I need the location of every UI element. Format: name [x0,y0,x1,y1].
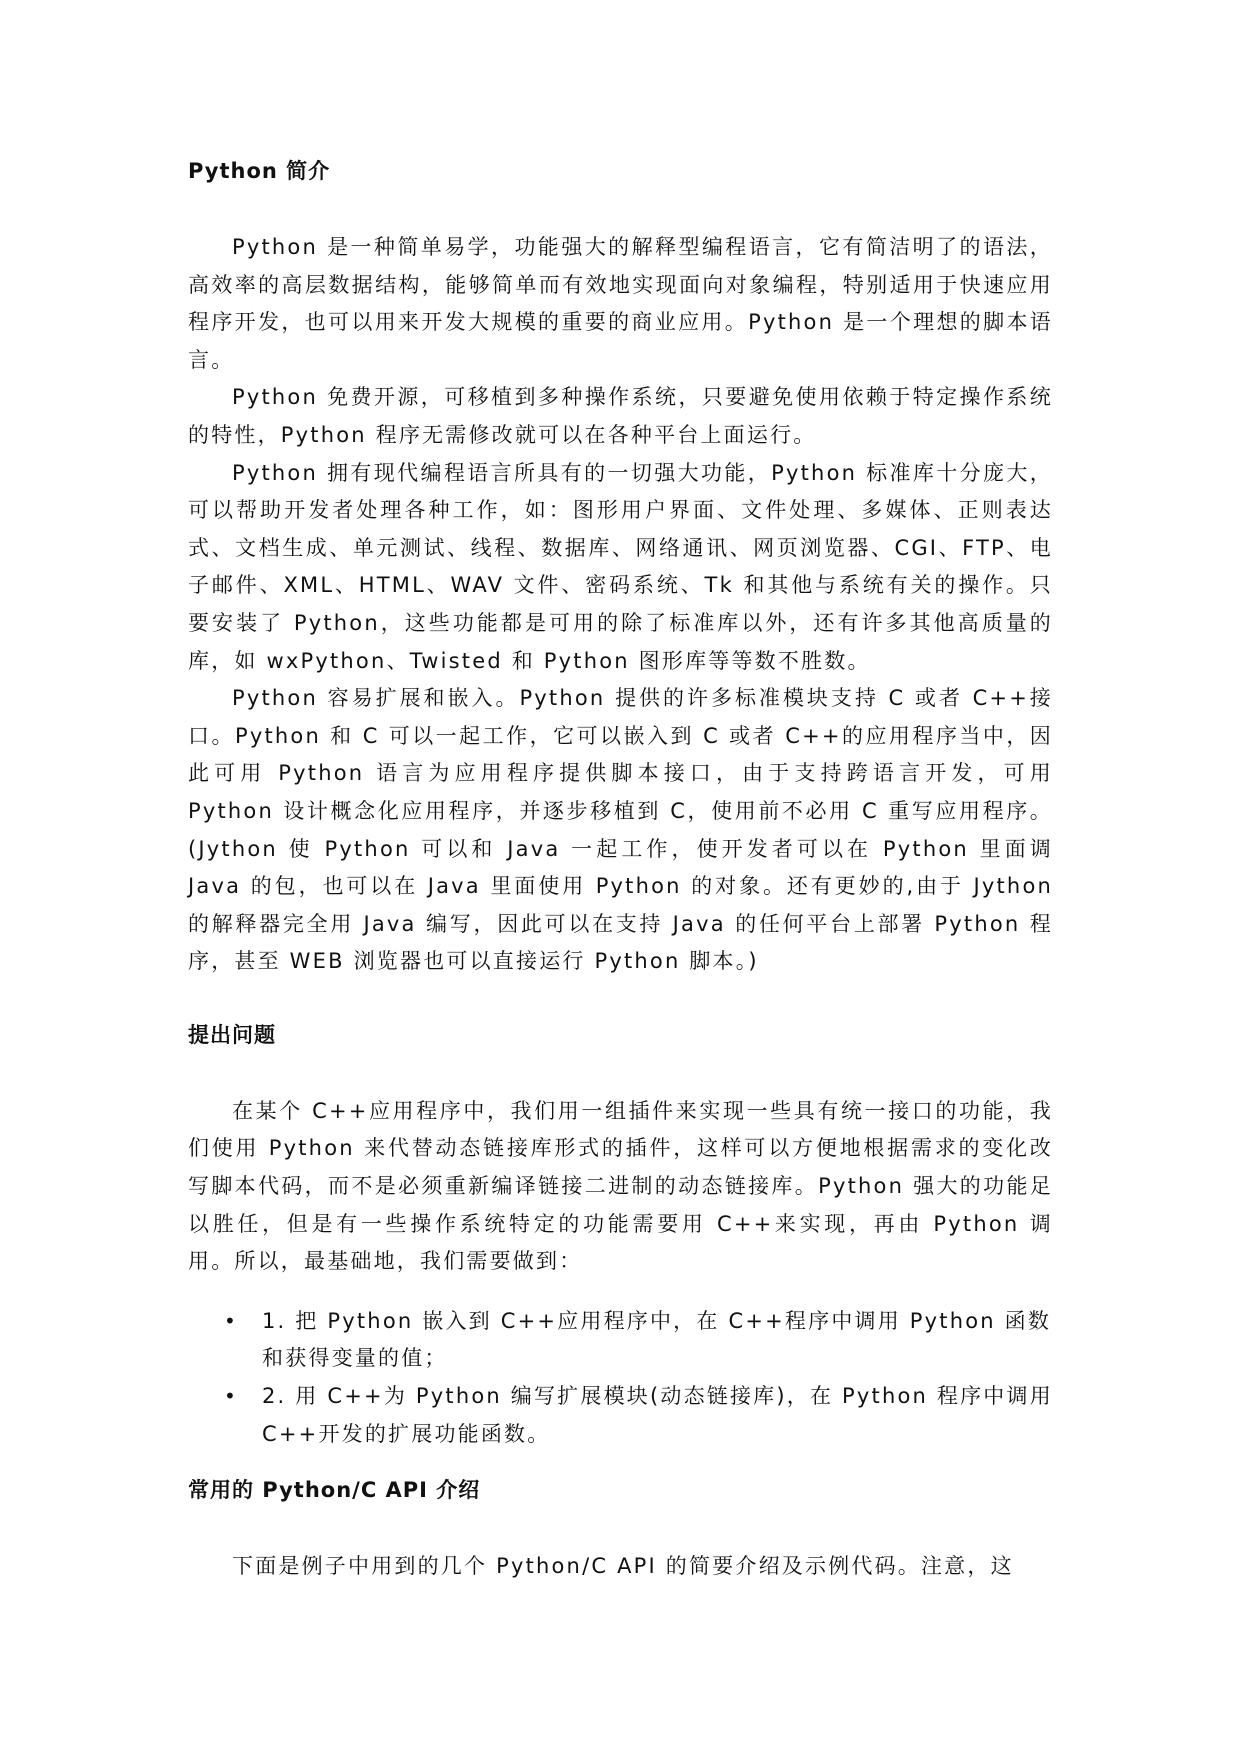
bullet-icon: • [224,1308,238,1333]
section-heading-problem: 提出问题 [188,1022,276,1047]
paragraph: 在某个 C++应用程序中，我们用一组插件来实现一些具有统一接口的功能，我们使用 Python 来代替动态链接库形式的插件，这样可以方便地根据需求的变化改写脚本代码，而不是必须重新编译链接二进制的动态链接库。Python 强大的功能足以胜任，但是有一些操作系统特定的功能需要用 C++来实现，再由 Python 调用。所以，最基础地，我们需要做到： [188,1098,1053,1274]
list-item [188,1378,1053,1453]
paragraph: Python 拥有现代编程语言所具有的一切强大功能，Python 标准库十分庞大，可以帮助开发者处理各种工作，如：图形用户界面、文件处理、多媒体、正则表达式、文档生成、单元测试、线程、数据库、网络通讯、网页浏览器、CGI、FTP、电子邮件、XML、HTML、WAV 文件、密码系统、Tk 和其他与系统有关的操作。只要安装了 Python，这些功能都是可用的除了标准库以外，还有许多其他高质量的库，如 wxPython、Twisted 和 Python 图形库等等数不胜数。 [188,460,1053,673]
section-heading-python-intro: Python 简介 [188,159,331,183]
document-page [188,156,1053,1586]
paragraph: Python 容易扩展和嵌入。Python 提供的许多标准模块支持 C 或者 C++接口。Python 和 C 可以一起工作，它可以嵌入到 C 或者 C++的应用程序当中，因此可用 Python 语言为应用程序提供脚本接口，由于支持跨语言开发，可用 Python 设计概念化应用程序，并逐步移植到 C，使用前不必用 C 重写应用程序。(Jython 使 Python 可以和 Java 一起工作，使开发者可以在 Python 里面调 Java 的包，也可以在 Java 里面使用 Python 的对象。还有更妙的,由于 Jython 的解释器完全用 Java 编写，因此可以在支持 Java 的任何平台上部署 Python 程序，甚至 WEB 浏览器也可以直接运行 Python 脚本。) [188,686,1053,974]
bullet-icon: • [224,1384,238,1409]
paragraph: 下面是例子中用到的几个 Python/C API 的简要介绍及示例代码。注意，这 [232,1554,1014,1579]
list-item-text: 2. 用 C++为 Python 编写扩展模块(动态链接库)，在 Python 程序中调用 C++开发的扩展功能函数。 [262,1384,1053,1446]
requirements-list [188,1303,1053,1453]
paragraph: Python 免费开源，可移植到多种操作系统，只要避免使用依赖于特定操作系统的特性，Python 程序无需修改就可以在各种平台上面运行。 [188,385,1053,447]
list-item [188,1303,1053,1378]
list-item-text: 1. 把 Python 嵌入到 C++应用程序中，在 C++程序中调用 Python 函数和获得变量的值； [262,1308,1052,1371]
section-heading-python-c-api: 常用的 Python/C API 介绍 [188,1478,481,1503]
paragraph: Python 是一种简单易学，功能强大的解释型编程语言，它有简洁明了的语法，高效率的高层数据结构，能够简单而有效地实现面向对象编程，特别适用于快速应用程序开发，也可以用来开发大规模的重要的商业应用。Python 是一个理想的脚本语言。 [188,235,1053,372]
